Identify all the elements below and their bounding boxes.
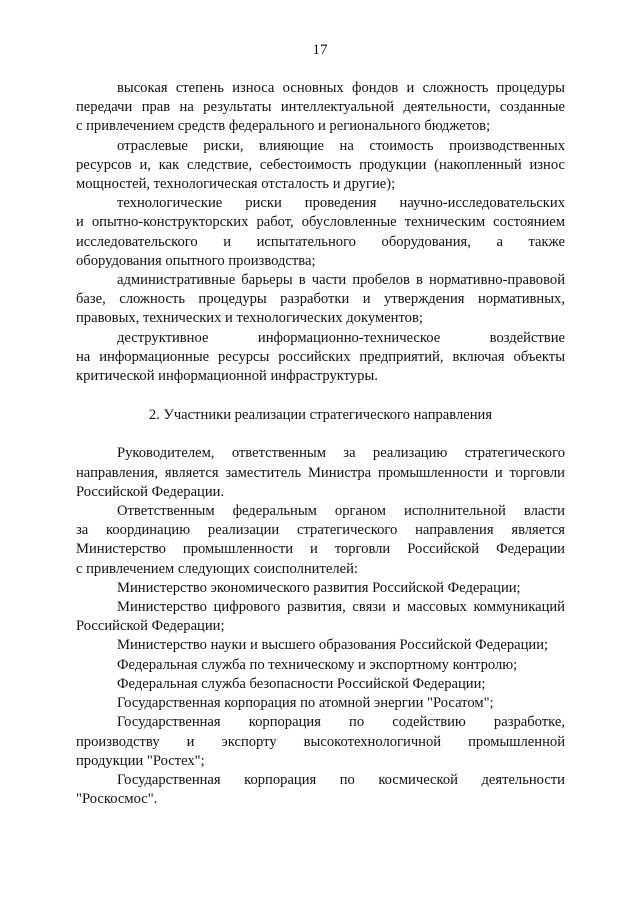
text-line: исследовательского и испытательного оборудования, а также — [76, 233, 565, 250]
text-line: деструктивное информационно-техническое воздействие — [117, 329, 565, 346]
text-line: высокая степень износа основных фондов и сложность процедуры — [117, 80, 565, 96]
text-line: ресурсов и, как следствие, себестоимость продукции (накопленный износ — [76, 156, 565, 173]
text-line: Министерство науки и высшего образования Российской Федерации; — [117, 637, 549, 654]
text-line: Государственная корпорация по атомной энергии "Росатом"; — [117, 695, 494, 712]
risk-item — [76, 137, 565, 195]
text-line: Ответственным федеральным органом исполнительной власти — [117, 503, 565, 520]
text-line: отраслевые риски, влияющие на стоимость производственных — [117, 137, 565, 154]
participants-paragraph — [76, 444, 565, 502]
text-line: правовых, технических и технологических документов; — [76, 310, 423, 327]
participants-paragraph — [76, 502, 565, 579]
text-line: Государственная корпорация по содействию разработке, — [117, 714, 565, 731]
section-heading: 2. Участники реализации стратегического направления — [148, 407, 493, 424]
text-line: и опытно-конструкторских работ, обусловленные техническим состоянием — [76, 214, 565, 231]
text-line: оборудования опытного производства; — [76, 252, 316, 269]
text-line: административные барьеры в части пробелов в нормативно-правовой — [117, 272, 565, 289]
text-line: с привлечением средств федерального и регионального бюджетов; — [76, 118, 491, 135]
text-line: Российской Федерации; — [76, 618, 225, 635]
text-line: "Роскосмос". — [76, 791, 158, 808]
risk-item — [76, 194, 565, 271]
text-line: на информационные ресурсы российских предприятий, включая объекты — [76, 348, 565, 365]
text-line: производству и экспорту высокотехнологичной промышленной — [76, 733, 565, 750]
text-line: Государственная корпорация по космической деятельности — [117, 771, 565, 788]
text-line: Федеральная служба безопасности Российской Федерации; — [117, 675, 486, 692]
text-line: критической информационной инфраструктуры. — [76, 368, 378, 385]
co-executor-item — [76, 636, 565, 655]
text-line: Министерство экономического развития Российской Федерации; — [117, 579, 521, 596]
spacer — [76, 425, 565, 444]
text-line: за координацию реализации стратегического направления является — [76, 522, 565, 539]
co-executor-item — [76, 598, 565, 636]
text-line: технологические риски проведения научно-исследовательских — [117, 195, 565, 212]
text-line: Федеральная служба по техническому и экспортному контролю; — [117, 656, 518, 673]
co-executor-item — [76, 771, 565, 809]
text-line: Министерство промышленности и торговли Российской Федерации — [76, 541, 565, 558]
text-line: Российской Федерации. — [76, 483, 225, 500]
co-executor-item — [76, 694, 565, 713]
co-executor-item — [76, 675, 565, 694]
text-line: базе, сложность процедуры разработки и утверждения нормативных, — [76, 291, 565, 308]
text-line: Руководителем, ответственным за реализацию стратегического — [117, 445, 565, 462]
risk-item — [76, 329, 565, 387]
risk-item — [76, 79, 565, 137]
text-line: с привлечением следующих соисполнителей: — [76, 560, 358, 577]
text-line: направления, является заместитель Министра промышленности и торговли — [76, 464, 565, 481]
page-number: 17 — [312, 42, 328, 58]
text-line: Министерство цифрового развития, связи и массовых коммуникаций — [117, 599, 565, 616]
co-executor-item — [76, 579, 565, 598]
co-executor-item — [76, 713, 565, 771]
text-line: передачи прав на результаты интеллектуальной деятельности, созданные — [76, 99, 565, 116]
spacer — [76, 386, 565, 406]
risk-item — [76, 271, 565, 329]
co-executor-item — [76, 656, 565, 675]
text-line: продукции "Ростех"; — [76, 752, 205, 769]
page-body — [76, 79, 565, 809]
text-line: мощностей, технологическая отсталость и другие); — [76, 176, 396, 193]
